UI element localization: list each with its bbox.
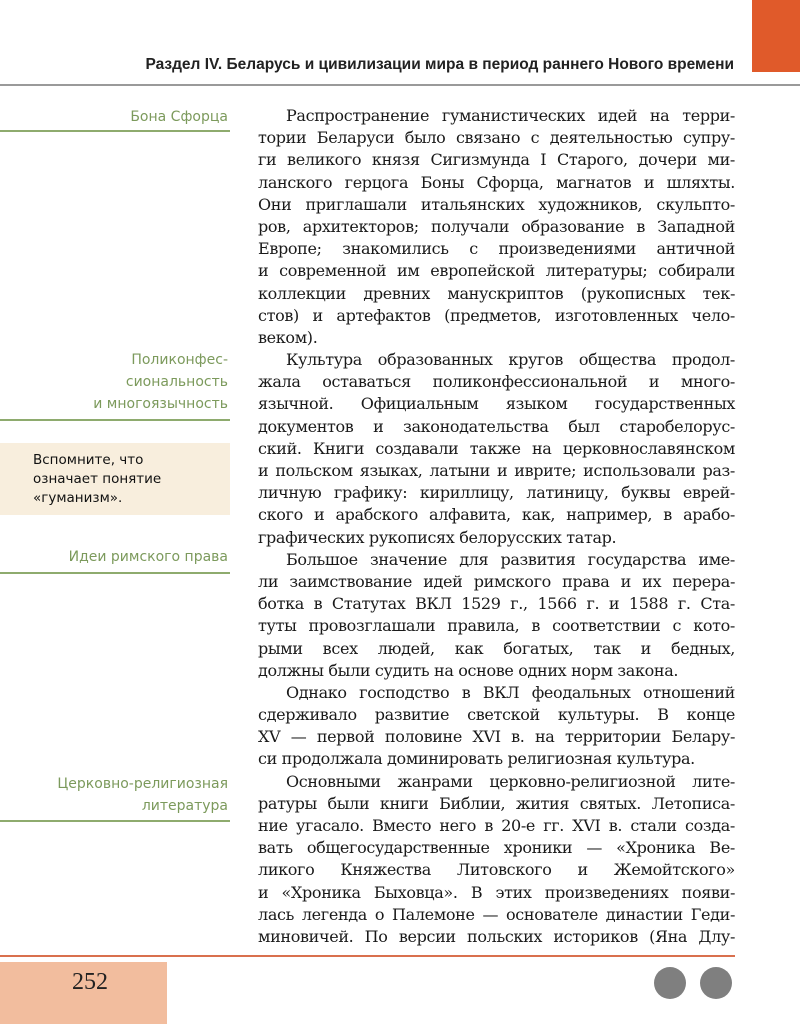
text-line: ратуры были книги Библии, жития святых. Летописа- [258, 793, 735, 813]
text-line: вать общегосударственные хроники — «Хроника Ве- [258, 838, 735, 858]
text-line: миновичей. По версии польских историков (Яна Длу- [258, 926, 735, 946]
text-line: лась легенда о Палемоне — основателе династии Геди- [258, 904, 735, 924]
text-line: рыми всех людей, как богатых, так и бедных, [258, 638, 735, 658]
text-line: XV — первой половине XVI в. на территории Белару- [258, 727, 735, 747]
running-header: Раздел IV. Беларусь и цивилизации мира в период раннего Нового времени [145, 56, 734, 73]
margin-divider [0, 419, 230, 421]
text-line: Европе; знакомились с произведениями античной [258, 239, 735, 259]
text-line: язычной. Официальным языком государственных [258, 394, 735, 414]
margin-heading-line: литература [141, 798, 228, 814]
text-line: ние угасало. Вместо него в 20-е гг. XVI в. стали созда- [258, 816, 735, 835]
text-line: графических рукописях белорусских татар. [258, 527, 617, 547]
margin-heading-roman-law: Идеи римского права [68, 549, 228, 565]
margin-heading-polyconfessionality [93, 349, 228, 415]
text-line: сдерживало развитие светской культуры. В конце [258, 705, 735, 725]
text-line: ги великого князя Сигизмунда I Старого, дочери ми- [258, 150, 735, 170]
recall-note-box [0, 443, 230, 515]
margin-heading-line: сиональность [125, 374, 228, 390]
text-line: и современной им европейской литературы; собирали [258, 261, 735, 281]
nav-dot-icon [700, 967, 732, 999]
text-line: Они приглашали итальянских художников, скульпто- [258, 194, 735, 214]
margin-heading-line: и многоязычность [93, 396, 228, 412]
margin-heading-bona-sforza: Бона Сфорца [130, 109, 228, 125]
text-line: Культура образованных кругов общества продол- [286, 350, 735, 370]
text-line: документов и законодательства был старобелорус- [258, 416, 735, 436]
text-line: ботка в Статутах ВКЛ 1529 г., 1566 г. и 1588 г. Ста- [258, 594, 735, 614]
margin-divider [0, 130, 230, 132]
text-line: тории Беларуси было связано с деятельностью супру- [258, 128, 735, 148]
text-line: жала оставаться поликонфессиональной и много- [258, 372, 735, 392]
page-number: 252 [72, 969, 108, 995]
header-divider [0, 84, 800, 86]
text-line: си продолжала доминировать религиозная культура. [258, 749, 695, 769]
margin-heading-line: Поликонфес- [131, 352, 228, 368]
text-line: ли заимствование идей римского права и их перера- [258, 571, 735, 591]
text-line: Большое значение для развития государства име- [286, 549, 735, 569]
nav-dot-icon [654, 967, 686, 999]
text-line: ского и арабского алфавита, как, например, в арабо- [258, 505, 735, 525]
text-line: стов) и артефактов (предметов, изготовленных чело- [258, 305, 735, 325]
text-line: ров, архитекторов; получали образование в Западной [258, 216, 735, 236]
margin-heading-church-literature [57, 773, 228, 817]
margin-heading-line: Церковно-религиозная [57, 776, 228, 792]
text-line: ский. Книги создавали также на церковнославянском [258, 438, 735, 458]
text-line: туты провозглашали правила, в соответствии с кото- [258, 616, 735, 636]
text-line: ликого Княжества Литовского и Жемойтского» [258, 860, 735, 880]
main-text [258, 105, 735, 948]
margin-divider [0, 820, 230, 822]
text-line: веком). [258, 327, 318, 347]
text-line: ланского герцога Боны Сфорца, магнатов и шляхты. [258, 172, 735, 192]
note-line: Вспомните, что [33, 452, 144, 468]
note-line: означает понятие [33, 471, 162, 487]
text-line: личную графику: кириллицу, латиницу, буквы еврей- [258, 483, 735, 503]
note-line: «гуманизм». [33, 490, 123, 506]
chapter-tab-marker [752, 0, 800, 72]
text-line: Однако господство в ВКЛ феодальных отношений [286, 682, 735, 702]
text-line: Основными жанрами церковно-религиозной лите- [286, 771, 735, 791]
footer-divider [0, 955, 735, 957]
margin-divider [0, 572, 230, 574]
text-line: Распространение гуманистических идей на терри- [286, 106, 735, 125]
text-line: должны были судить на основе одних норм закона. [258, 660, 679, 680]
text-line: и «Хроника Быховца». В этих произведениях появи- [258, 882, 735, 902]
text-line: и польском языках, латыни и иврите; использовали раз- [258, 461, 735, 480]
text-line: коллекции древних манускриптов (рукописных тек- [258, 283, 735, 303]
